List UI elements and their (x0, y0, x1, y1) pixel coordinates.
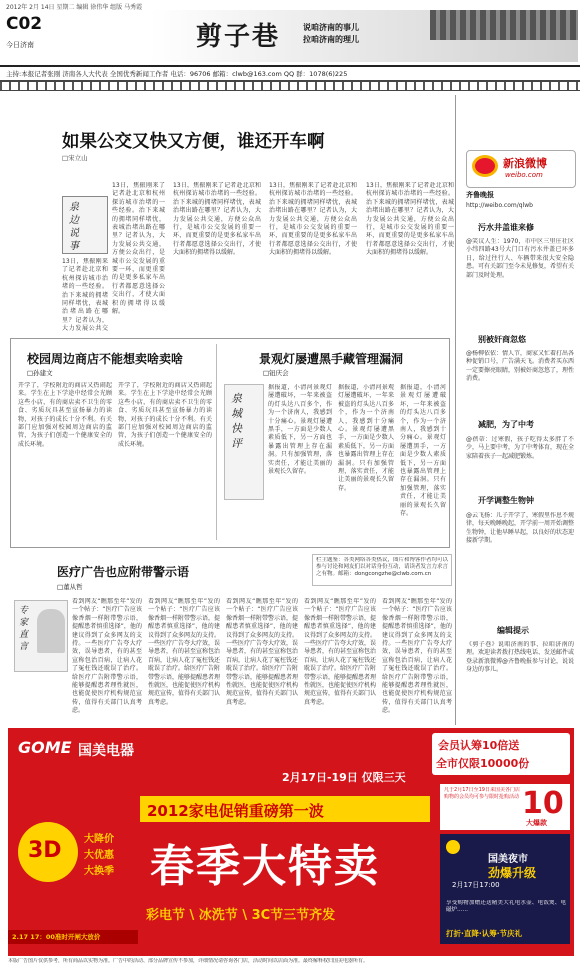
lights-headline: 景观灯屡遭黑手藏管理漏洞 (259, 352, 404, 366)
column-title: 剪子巷 (196, 22, 281, 52)
medical-badge-text: 专家直言 (19, 606, 29, 652)
lead-body-col4: 13日，焦振刚来了记者赴北京和杭州探访城市治堵的一些经验。治下来城的拥堵同样堵忧，表城治堵出路在哪里？记者认为，大力发展公共交通，方便公众出行，是城市公交发展的重要一环，而更重要的是更多私家车出行者都愿意选择公交出行，才使大面积的拥堵得以缓解。 (366, 182, 454, 257)
lead-body-col3: 13日，焦振刚来了记者赴北京和杭州探访城市治堵的一些经验。治下来城的拥堵同样堵忧，表城治堵出路在哪里？记者认为，大力发展公共交通，方便公众出行，是城市公交发展的重要一环，而更重要的是更多私家车出行者都愿意选择公交出行，才使大面积的拥堵得以缓解。 (269, 182, 357, 257)
medical-body-col4: 看到网友“瞧那至年”发的一个帖子：“医疗广告应该像香烟一样附带警示语，提醒患者慎重选择”，他的建议得到了众多网友的支持。一些医疗广告夸大疗效，误导患者，有的甚至宣称包治百病，让病人花了冤枉钱还耽误了治疗。给医疗广告附带警示语，能够提醒患者理性就医，也能促使医疗机构规范宣传，值得有关部门认真考虑。 (304, 598, 376, 706)
three-d-item-2: 大优惠 (84, 850, 114, 861)
slogan-line-2: 拉咱济南的理儿 (303, 35, 359, 44)
shops-body-col2: 开学了，学校附近的商店又热闹起来。学生在上下学途中经常会光顾这些小店，有的商店卖不卫生的零食、劣质玩具甚至宣扬暴力的读物，对孩子的成长十分不利。有关部门应加强对校园周边商店的监管，为孩子们创造一个健康安全的成长环境。 (118, 382, 212, 448)
weibo-eye-icon (472, 155, 498, 177)
lights-body-col3: 据报道，小清河景观灯屡遭破坏，一年来被盗的灯头达八百多个，作为一个济南人，我感到十分痛心。景观灯屡遭黑手，一方面是少数人素质低下，另一方面也暴露出管理上存在漏洞。只有加强管理，落实责任，才能让美丽的景观长久留存。 (400, 384, 446, 518)
ad-footer: 本版广告图片仅供参考，所有商品以实物为准。广告中的活动、部分品牌宣传不参加，详细情况请咨询各门店，活动时间以店面为准。最终解释权归国美电器所有。 (8, 958, 369, 964)
weibo-logo-text: 新浪微博 (503, 157, 547, 170)
ad-headline: 2012家电促销重磅第一波 (147, 802, 324, 820)
ad-big-text: 春季大特卖 (150, 841, 380, 892)
medical-byline: □董从哲 (57, 583, 83, 591)
dateline: 2012年 2月 14日 星期二 编辑 徐伟华 组版 马秀霞 (6, 4, 143, 11)
three-d-item-1: 大降价 (84, 834, 114, 845)
medical-body-col2: 看到网友“瞧那至年”发的一个帖子：“医疗广告应该像香烟一样附带警示语，提醒患者慎重选择”，他的建议得到了众多网友的支持。一些医疗广告夸大疗效，误导患者，有的甚至宣称包治百病，让病人花了冤枉钱还耽误了治疗。给医疗广告附带警示语，能够提醒患者理性就医，也能促使医疗机构规范宣传，值得有关部门认真考虑。 (148, 598, 220, 706)
slogan-line-1: 说咱济南的事儿 (303, 23, 359, 32)
editor-note-title: 编辑提示 (497, 626, 529, 635)
weibo-post-2-title: 别被奸商忽悠 (478, 335, 526, 344)
fence-strip (0, 80, 580, 91)
roof-eaves (430, 10, 578, 40)
count-number: 10 (522, 786, 564, 821)
count-label: 大爆款 (526, 819, 547, 827)
header-rule (0, 65, 580, 67)
lead-headline: 如果公交又快又方便，谁还开车啊 (62, 132, 325, 152)
lights-badge (224, 384, 264, 500)
medical-body-col1: 看到网友“瞧那至年”发的一个帖子：“医疗广告应该像香烟一样附带警示语，提醒患者慎重选择”，他的建议得到了众多网友的支持。一些医疗广告夸大疗效，误导患者，有的甚至宣称包治百病，让病人花了冤枉钱还耽误了治疗。给医疗广告附带警示语，能够提醒患者理性就医，也能促使医疗机构规范宣传，值得有关部门认真考虑。 (72, 598, 142, 715)
three-d-text: 3D (28, 838, 62, 863)
shops-byline: □孙建文 (27, 369, 53, 377)
expert-portrait (37, 609, 65, 653)
night-categories: 享受购物加赠还送精美大礼电水壶、电饭煲、电磁炉…… (446, 900, 566, 913)
member-line-1: 会员认筹10倍送 (438, 739, 520, 752)
shops-body-col1: 开学了，学校附近的商店又热闹起来。学生在上下学途中经常会光顾这些小店，有的商店卖不卫生的零食、劣质玩具甚至宣扬暴力的读物，对孩子的成长十分不利。有关部门应加强对校园周边商店的监管，为孩子们创造一个健康安全的成长环境。 (18, 382, 112, 448)
weibo-domain: weibo.com (505, 171, 543, 179)
contact-line: 主持:本报记者张刚 济南各人大代表 全国优秀新闻工作者 电话：96706 邮箱：clwb@163.com QQ 群：1078(6)225 (6, 70, 348, 78)
lead-body-col1b: 13日，焦振刚来了记者赴北京和杭州探访城市治堵的一些经验。治下来城的拥堵同样堵忧，表城治堵出路在哪里？记者认为，大力发展公共交通，方便公众出行，是城市公交发展的重要一环，而更重要的是更多私家车出行者都愿意选择公交出行，才使大面积的拥堵得以缓解。 (112, 182, 165, 316)
sidebar-rule (455, 95, 456, 725)
page-code: C02 (6, 14, 43, 34)
ad-festivals: 彩电节 \ 冰洗节 \ 3C节三节齐发 (146, 908, 336, 923)
weibo-post-3-title: 减肥，为了中考 (478, 420, 534, 429)
weibo-post-2-body: @杨柳依依：情人节，商家又忙着打出各种促销口号，广告满天飞。消费者买东西一定要擦亮眼睛，别被奸商忽悠了，理性消费。 (466, 350, 574, 383)
weibo-url[interactable]: http://weibo.com/qlwb (466, 202, 533, 209)
medical-body-col5: 看到网友“瞧那至年”发的一个帖子：“医疗广告应该像香烟一样附带警示语，提醒患者慎重选择”，他的建议得到了众多网友的支持。一些医疗广告夸大疗效，误导患者，有的甚至宣称包治百病，让病人花了冤枉钱还耽误了治疗。给医疗广告附带警示语，能够提醒患者理性就医，也能促使医疗机构规范宣传，值得有关部门认真考虑。 (382, 598, 452, 715)
member-line-2: 全市仅限10000份 (436, 757, 530, 770)
medical-body-col3: 看到网友“瞧那至年”发的一个帖子：“医疗广告应该像香烟一样附带警示语，提醒患者慎重选择”，他的建议得到了众多网友的支持。一些医疗广告夸大疗效，误导患者，有的甚至宣称包治百病，让病人花了冤枉钱还耽误了治疗。给医疗广告附带警示语，能够提醒患者理性就医，也能促使医疗机构规范宣传，值得有关部门认真考虑。 (226, 598, 298, 706)
shops-headline: 校园周边商店不能想卖啥卖啥 (27, 352, 184, 366)
launch-text: 2.17 17：00准时开闸大放价 (12, 933, 101, 941)
section-name: 今日济南 (6, 41, 34, 49)
medical-badge (14, 600, 68, 672)
gome-logo-en: GOME (18, 738, 72, 757)
weibo-post-1-body: @笑议人生：1970，市中区三里庄社区小纬四路43号大门口有污水井盖已坏多日，给过往行人、车辆带来很大安全隐患。可有关部门至今未见修复，希望有关部门及时处理。 (466, 238, 574, 279)
notice-text: 栏主题鉴：各类网络各类热议，图片和博客作者均可以参与讨论和网友们以对话身份互动，请读者发言力求言之有物。邮箱：dongcongzhe@clwb.com.cn (316, 557, 448, 577)
lights-badge-text: 泉城快评 (231, 392, 242, 450)
lights-body-col2: 据报道，小清河景观灯屡遭破坏，一年来被盗的灯头达八百多个，作为一个济南人，我感到十分痛心。景观灯屡遭黑手，一方面是少数人素质低下，另一方面也暴露出管理上存在漏洞。只有加强管理，落实责任，才能让美丽的景观长久留存。 (338, 384, 394, 492)
three-d-item-3: 大换季 (84, 866, 114, 877)
lead-body-col1c: 13日，焦振刚来了记者赴北京和杭州探访城市治堵的一些经验。治下来城的拥堵同样堵忧，表城治堵出路在哪里？记者认为，大力发展公共交 (62, 258, 108, 332)
editor-note-body: 《剪子巷》说咱济南的事、拉咱济南的理。欢迎读者拨打热线电话、发送邮件或登录新浪微博@齐鲁晚报参与讨论，说说身边的事儿。 (466, 641, 574, 674)
medical-headline: 医疗广告也应附带警示语 (57, 565, 190, 579)
moon-icon (446, 840, 460, 854)
weibo-post-4-body: @云飞扬：儿子开学了，寒假里作息不规律，每天晚睡晚起，开学前一周开始调整生物钟，让他早睡早起，以良好的状态迎接新学期。 (466, 512, 574, 545)
ad-dates: 2月17日-19日 仅限三天 (282, 771, 406, 784)
lights-body-col1: 据报道，小清河景观灯屡遭破坏，一年来被盗的灯头达八百多个，作为一个济南人，我感到十分痛心。景观灯屡遭黑手，一方面是少数人素质低下，另一方面也暴露出管理上存在漏洞。只有加强管理，落实责任，才能让美丽的景观长久留存。 (268, 384, 332, 476)
lead-badge (62, 196, 108, 254)
gome-logo-cn: 国美电器 (78, 743, 134, 759)
night-title: 国美夜市 (488, 854, 528, 865)
night-time: 2月17日17:00 (452, 881, 500, 889)
weibo-post-1-title: 污水井盖谁来修 (478, 223, 534, 232)
shops-rule (216, 344, 217, 540)
lead-body-col2: 13日，焦振刚来了记者赴北京和杭州探访城市治堵的一些经验。治下来城的拥堵同样堵忧，表城治堵出路在哪里？记者认为，大力发展公共交通，方便公众出行，是城市公交发展的重要一环，而更重要的是更多私家车出行者都愿意选择公交出行，才使大面积的拥堵得以缓解。 (173, 182, 261, 257)
night-slogan: 打折·直降·认筹·节庆礼 (446, 929, 523, 938)
lead-byline: □宋立山 (62, 154, 88, 162)
lead-badge-text: 泉边说事 (69, 202, 79, 252)
count-note: 凡于2月17日至19日来国美各门店购物的会员均可参与限时抢购活动 (444, 787, 520, 800)
weibo-account: 齐鲁晚报 (466, 191, 494, 199)
weibo-post-3-body: @蓓蒂：过寒假，孩子吃得太多胖了不少，马上要中考，为了中考体育，现在全家陪着孩子一起减肥锻炼。 (466, 436, 574, 460)
lights-byline: □钮庆会 (263, 369, 289, 377)
night-sub: 劲爆升级 (488, 866, 537, 880)
weibo-post-4-title: 开学调整生物钟 (478, 496, 534, 505)
